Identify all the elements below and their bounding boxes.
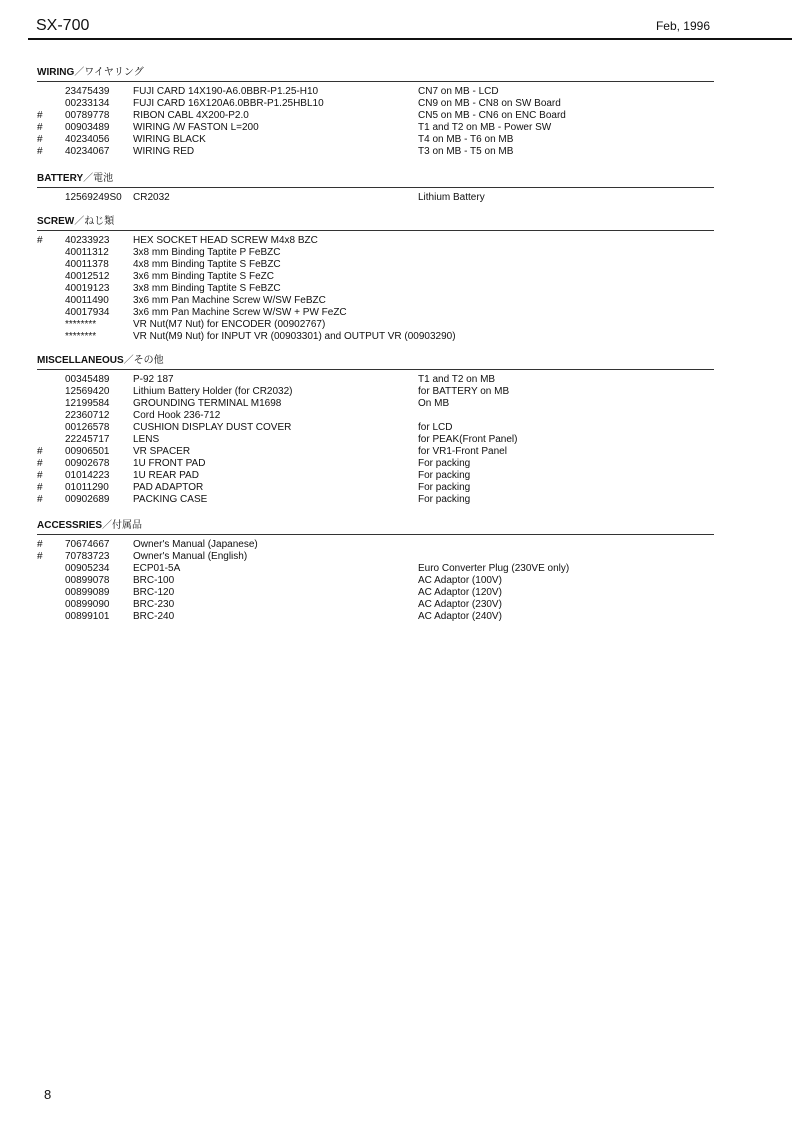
part-number: 00902689 <box>65 494 110 505</box>
part-remark: For packing <box>418 482 471 493</box>
parts-row <box>37 259 714 271</box>
part-description: RIBON CABL 4X200-P2.0 <box>133 110 249 121</box>
section-title-en: SCREW <box>37 216 75 227</box>
revision-mark: # <box>37 458 43 469</box>
section-title-en: WIRING <box>37 67 75 78</box>
part-number: 70674667 <box>65 539 110 550</box>
part-remark: for VR1-Front Panel <box>418 446 507 457</box>
revision-mark: # <box>37 539 43 550</box>
part-description: 3x8 mm Binding Taptite S FeBZC <box>133 283 281 294</box>
parts-row <box>37 122 714 134</box>
part-description: 1U FRONT PAD <box>133 458 206 469</box>
section-rule <box>37 534 714 535</box>
part-number: 40011378 <box>65 259 109 270</box>
part-remark: AC Adaptor (240V) <box>418 611 502 622</box>
part-number: 22245717 <box>65 434 110 445</box>
parts-row <box>37 551 714 563</box>
part-description: CUSHION DISPLAY DUST COVER <box>133 422 292 433</box>
revision-mark: # <box>37 110 43 121</box>
part-description: FUJI CARD 16X120A6.0BBR-P1.25HBL10 <box>133 98 324 109</box>
part-number: 23475439 <box>65 86 110 97</box>
parts-row <box>37 446 714 458</box>
section-rule <box>37 369 714 370</box>
part-description: 3x8 mm Binding Taptite P FeBZC <box>133 247 281 258</box>
section-title-en: ACCESSRIES <box>37 520 103 531</box>
part-remark: Euro Converter Plug (230VE only) <box>418 563 570 574</box>
revision-mark: # <box>37 470 43 481</box>
section-title-jp: ／付属品 <box>102 520 143 531</box>
part-description: Owner's Manual (Japanese) <box>133 539 258 550</box>
header-rule <box>28 38 792 40</box>
part-description: BRC-120 <box>133 587 175 598</box>
part-description: P-92 187 <box>133 374 174 385</box>
part-number: ******** <box>65 319 97 330</box>
section-title <box>37 216 714 228</box>
part-number: 00899090 <box>65 599 110 610</box>
parts-row <box>37 331 714 343</box>
parts-row <box>37 235 714 247</box>
part-number: 12569420 <box>65 386 110 397</box>
part-remark: T4 on MB - T6 on MB <box>418 134 514 145</box>
part-remark: CN7 on MB - LCD <box>418 86 499 97</box>
section-rule <box>37 230 714 231</box>
part-description: WIRING BLACK <box>133 134 206 145</box>
revision-mark: # <box>37 494 43 505</box>
part-description: PAD ADAPTOR <box>133 482 204 493</box>
parts-row <box>37 386 714 398</box>
part-number: 00789778 <box>65 110 110 121</box>
model-name: SX-700 <box>36 17 90 34</box>
part-remark: T1 and T2 on MB <box>418 374 496 385</box>
part-number: 01014223 <box>65 470 110 481</box>
parts-row <box>37 494 714 506</box>
part-number: 00899089 <box>65 587 110 598</box>
section-title <box>37 520 714 532</box>
part-number: 70783723 <box>65 551 110 562</box>
parts-row <box>37 374 714 386</box>
section-rule <box>37 81 714 82</box>
parts-row <box>37 283 714 295</box>
part-number: 40011312 <box>65 247 109 258</box>
part-number: ******** <box>65 331 97 342</box>
part-description: LENS <box>133 434 160 445</box>
part-description: 3x6 mm Pan Machine Screw W/SW + PW FeZC <box>133 307 347 318</box>
part-description: ECP01-5A <box>133 563 181 574</box>
part-number: 00899101 <box>65 611 110 622</box>
part-remark: AC Adaptor (120V) <box>418 587 502 598</box>
part-number: 12569249S0 <box>65 192 122 203</box>
section-title-en: BATTERY <box>37 173 84 184</box>
part-remark: for BATTERY on MB <box>418 386 510 397</box>
part-remark: For packing <box>418 470 471 481</box>
part-remark: AC Adaptor (230V) <box>418 599 502 610</box>
part-description: BRC-240 <box>133 611 175 622</box>
part-description: BRC-230 <box>133 599 175 610</box>
parts-row <box>37 146 714 158</box>
part-number: 00233134 <box>65 98 110 109</box>
parts-row <box>37 134 714 146</box>
part-remark: CN9 on MB - CN8 on SW Board <box>418 98 561 109</box>
parts-row <box>37 110 714 122</box>
parts-row <box>37 98 714 110</box>
parts-row <box>37 599 714 611</box>
part-remark: CN5 on MB - CN6 on ENC Board <box>418 110 566 121</box>
part-number: 00905234 <box>65 563 110 574</box>
part-number: 40011490 <box>65 295 109 306</box>
document-date: Feb, 1996 <box>655 19 710 33</box>
part-remark: for PEAK(Front Panel) <box>418 434 518 445</box>
part-description: VR SPACER <box>133 446 191 457</box>
part-description: HEX SOCKET HEAD SCREW M4x8 BZC <box>133 235 318 246</box>
section-title-jp: ／その他 <box>123 355 164 366</box>
part-number: 40234056 <box>65 134 110 145</box>
part-description: Cord Hook 236-712 <box>133 410 221 421</box>
section-wiring <box>37 67 714 158</box>
section-accessries <box>37 520 714 623</box>
parts-row <box>37 539 714 551</box>
part-remark: For packing <box>418 458 471 469</box>
part-number: 40012512 <box>65 271 110 282</box>
parts-row <box>37 458 714 470</box>
part-description: 4x8 mm Binding Taptite S FeBZC <box>133 259 281 270</box>
parts-row <box>37 192 714 204</box>
parts-row <box>37 271 714 283</box>
parts-row <box>37 398 714 410</box>
part-remark: for LCD <box>418 422 453 433</box>
part-number: 00899078 <box>65 575 110 586</box>
section-title-jp: ／ワイヤリング <box>74 67 144 78</box>
part-description: 1U REAR PAD <box>133 470 199 481</box>
revision-mark: # <box>37 551 43 562</box>
revision-mark: # <box>37 134 43 145</box>
part-remark: T1 and T2 on MB - Power SW <box>418 122 552 133</box>
part-description: FUJI CARD 14X190-A6.0BBR-P1.25-H10 <box>133 86 319 97</box>
section-title-jp: ／電池 <box>83 173 114 184</box>
parts-row <box>37 575 714 587</box>
parts-row <box>37 410 714 422</box>
revision-mark: # <box>37 235 43 246</box>
revision-mark: # <box>37 482 43 493</box>
part-description: VR Nut(M7 Nut) for ENCODER (00902767) <box>133 319 326 330</box>
part-description: PACKING CASE <box>133 494 208 505</box>
part-number: 40233923 <box>65 235 110 246</box>
part-description: WIRING RED <box>133 146 195 157</box>
part-number: 00126578 <box>65 422 110 433</box>
part-description: 3x6 mm Pan Machine Screw W/SW FeBZC <box>133 295 326 306</box>
part-description: VR Nut(M9 Nut) for INPUT VR (00903301) and OUTPUT VR (00903290) <box>133 331 456 342</box>
section-title <box>37 67 714 79</box>
part-remark: AC Adaptor (100V) <box>418 575 502 586</box>
section-battery <box>37 173 714 204</box>
parts-row <box>37 307 714 319</box>
part-description: Lithium Battery Holder (for CR2032) <box>133 386 293 397</box>
part-number: 40234067 <box>65 146 110 157</box>
parts-row <box>37 587 714 599</box>
part-description: GROUNDING TERMINAL M1698 <box>133 398 282 409</box>
parts-row <box>37 319 714 331</box>
part-remark: For packing <box>418 494 471 505</box>
part-description: 3x6 mm Binding Taptite S FeZC <box>133 271 274 282</box>
part-number: 01011290 <box>65 482 109 493</box>
part-description: CR2032 <box>133 192 170 203</box>
part-number: 00345489 <box>65 374 110 385</box>
part-remark: On MB <box>418 398 450 409</box>
revision-mark: # <box>37 122 43 133</box>
page-number: 8 <box>44 1087 52 1102</box>
section-title <box>37 173 714 185</box>
part-number: 00906501 <box>65 446 110 457</box>
parts-row <box>37 247 714 259</box>
parts-row <box>37 563 714 575</box>
revision-mark: # <box>37 446 43 457</box>
parts-row <box>37 482 714 494</box>
section-miscellaneous <box>37 355 714 506</box>
section-title <box>37 355 714 367</box>
part-number: 00902678 <box>65 458 110 469</box>
section-screw <box>37 216 714 343</box>
parts-row <box>37 611 714 623</box>
part-number: 40019123 <box>65 283 110 294</box>
parts-row <box>37 434 714 446</box>
section-rule <box>37 187 714 188</box>
part-description: BRC-100 <box>133 575 175 586</box>
parts-row <box>37 422 714 434</box>
part-description: Owner's Manual (English) <box>133 551 248 562</box>
parts-row <box>37 295 714 307</box>
parts-row <box>37 470 714 482</box>
parts-row <box>37 86 714 98</box>
part-description: WIRING /W FASTON L=200 <box>133 122 259 133</box>
part-remark: T3 on MB - T5 on MB <box>418 146 514 157</box>
part-remark: Lithium Battery <box>418 192 485 203</box>
revision-mark: # <box>37 146 43 157</box>
section-title-en: MISCELLANEOUS <box>37 355 124 366</box>
section-title-jp: ／ねじ類 <box>74 216 115 227</box>
part-number: 00903489 <box>65 122 110 133</box>
part-number: 40017934 <box>65 307 110 318</box>
part-number: 12199584 <box>65 398 110 409</box>
part-number: 22360712 <box>65 410 110 421</box>
